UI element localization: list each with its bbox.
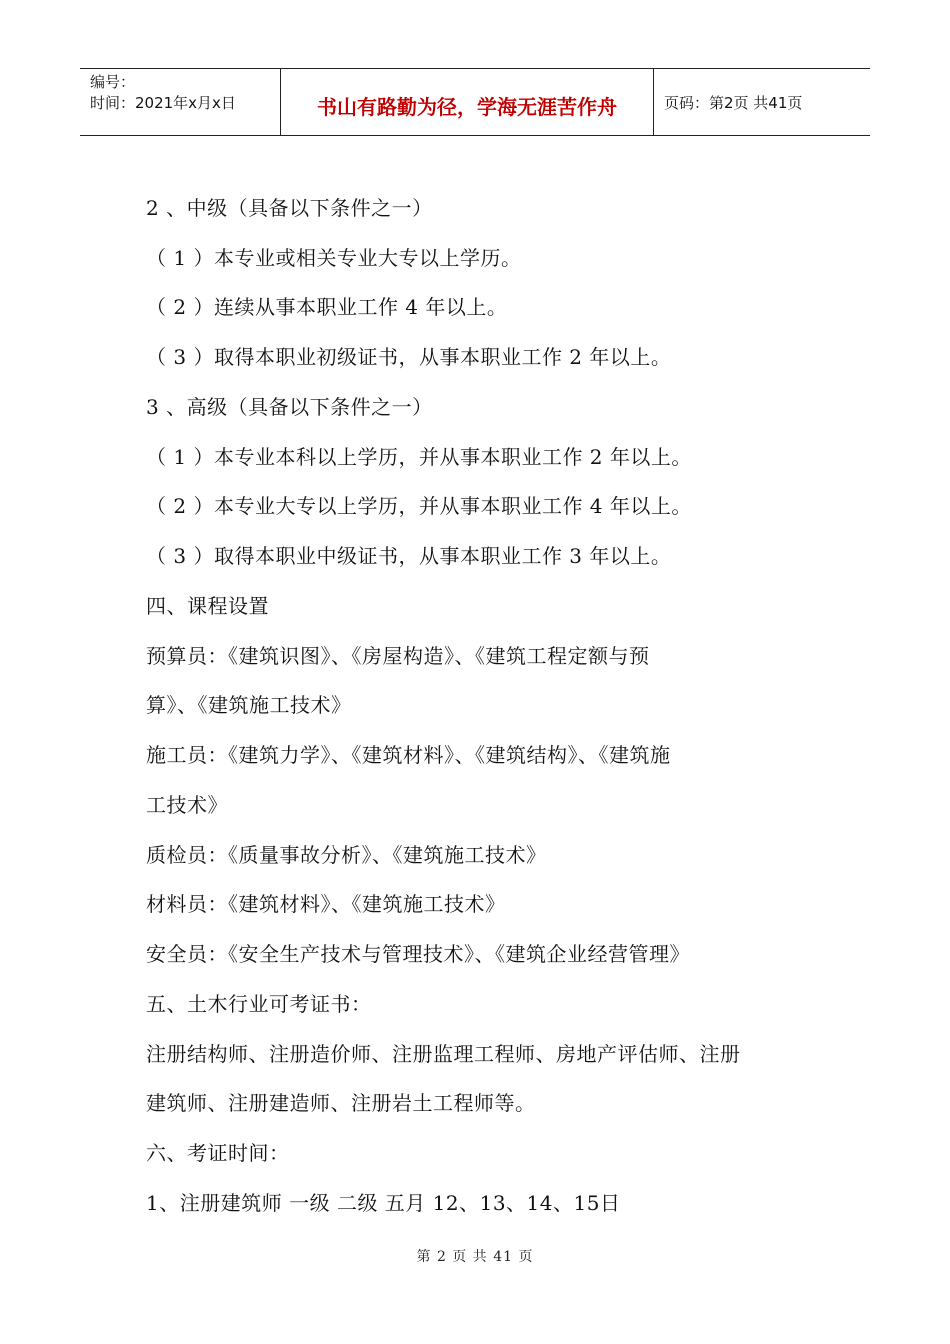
text-line: 工技术》 [146, 793, 228, 817]
text-line: 施工员：《建筑力学》、《建筑材料》、《建筑结构》、《建筑施 [146, 743, 671, 767]
text-line: 注册结构师、注册造价师、注册监理工程师、房地产评估师、注册 [146, 1042, 741, 1066]
text-line: 质检员：《质量事故分析》、《建筑施工技术》 [146, 843, 547, 867]
header-center-cell [281, 69, 654, 135]
text-line: （ 3 ）取得本职业初级证书，从事本职业工作 2 年以上。 [146, 345, 672, 369]
text-line: 建筑师、注册建造师、注册岩土工程师等。 [146, 1091, 536, 1115]
text-line: 材料员：《建筑材料》、《建筑施工技术》 [146, 892, 506, 916]
text-line: （ 2 ）本专业大专以上学历，并从事本职业工作 4 年以上。 [146, 494, 692, 518]
header-right-cell [654, 69, 870, 135]
text-line: （ 1 ）本专业本科以上学历，并从事本职业工作 2 年以上。 [146, 445, 692, 469]
number-label: 编号： [90, 73, 136, 91]
text-line: 2 、中级（具备以下条件之一） [146, 196, 433, 220]
text-line: （ 3 ）取得本职业中级证书，从事本职业工作 3 年以上。 [146, 544, 672, 568]
text-line: 预算员：《建筑识图》、《房屋构造》、《建筑工程定额与预 [146, 644, 650, 668]
text-line: 安全员：《安全生产技术与管理技术》、《建筑企业经营管理》 [146, 942, 690, 966]
text-line: （ 2 ）连续从事本职业工作 4 年以上。 [146, 295, 508, 319]
text-line: 算》、《建筑施工技术》 [146, 693, 352, 717]
header-left-cell [80, 69, 281, 135]
time-label: 时间：2021年x月x日 [90, 94, 236, 112]
text-line: 3 、高级（具备以下条件之一） [146, 395, 433, 419]
section-heading: 五、土木行业可考证书： [146, 992, 372, 1016]
text-line: （ 1 ）本专业或相关专业大专以上学历。 [146, 246, 522, 270]
page-footer: 第 2 页 共 41 页 [416, 1249, 534, 1265]
section-heading: 六、考证时间： [146, 1141, 290, 1165]
motto-text: 书山有路勤为径，学海无涯苦作舟 [317, 95, 617, 119]
header-table [80, 68, 870, 136]
page-info: 页码：第2页 共41页 [664, 94, 803, 112]
text-line: 1、注册建筑师 一级 二级 五月 12、13、14、15日 [146, 1191, 621, 1215]
section-heading: 四、课程设置 [146, 594, 269, 618]
